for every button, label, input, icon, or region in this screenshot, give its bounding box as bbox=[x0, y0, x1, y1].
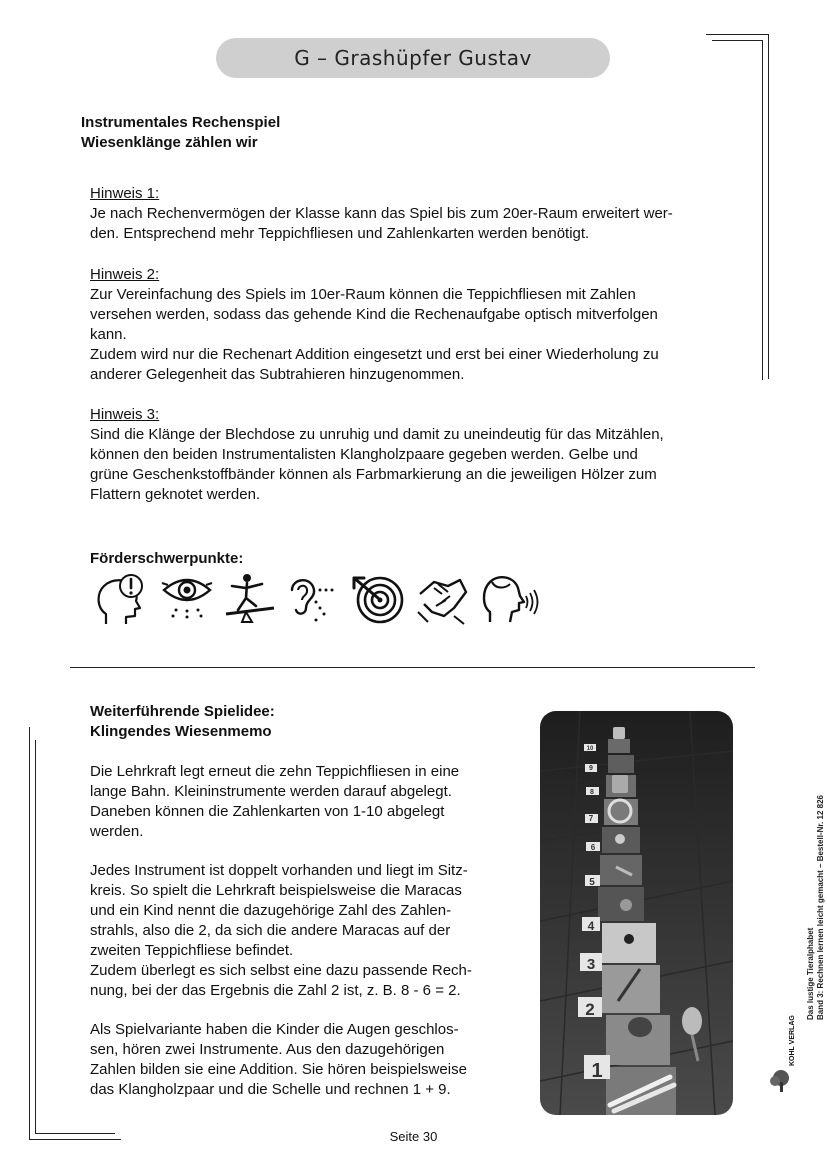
frame-top-right-h2 bbox=[712, 40, 762, 41]
intro-heading-line2: Wiesenklänge zählen wir bbox=[81, 134, 258, 151]
card-label: 7 bbox=[588, 814, 594, 823]
paragraph-line: strahls, also die 2, da sich die andere Maracas auf der bbox=[90, 922, 451, 939]
hint-line: kann. bbox=[90, 326, 127, 343]
side-imprint-line2: Band 3: Rechnen lernen leicht gemacht – Bestell-Nr. 12 826 bbox=[816, 795, 825, 1020]
balance-icon bbox=[222, 572, 280, 628]
paragraph-line: Als Spielvariante haben die Kinder die Augen geschlos- bbox=[90, 1021, 459, 1038]
card-label: 2 bbox=[585, 1000, 595, 1019]
paragraph-line: sen, hören zwei Instrumente. Aus den dazugehörigen bbox=[90, 1041, 445, 1058]
hint-2 bbox=[90, 265, 770, 385]
hint-line: Flattern geknotet werden. bbox=[90, 486, 261, 503]
paragraph-line: Jedes Instrument ist doppelt vorhanden und liegt im Sitz- bbox=[90, 862, 468, 879]
section-divider bbox=[70, 667, 755, 668]
hint-line: grüne Geschenkstoffbänder können als Farbmarkierung an die jeweiligen Hölzer zum bbox=[90, 466, 657, 483]
further-heading-line2: Klingendes Wiesenmemo bbox=[90, 723, 272, 740]
focus-heading: Förderschwerpunkte: bbox=[90, 550, 244, 567]
paragraph-line: Zahlen bilden sie eine Addition. Sie hören beispielsweise bbox=[90, 1061, 467, 1078]
paragraph-line: nung, bei der das Ergebnis die Zahl 2 ist, z. B. 8 - 6 = 2. bbox=[90, 982, 461, 999]
further-paragraph-2 bbox=[90, 861, 530, 1001]
target-icon bbox=[350, 572, 408, 628]
card-label: 6 bbox=[590, 843, 596, 852]
hint-line: Zur Vereinfachung des Spiels im 10er-Raum können die Teppichfliesen mit Zahlen bbox=[90, 286, 636, 303]
ear-icon bbox=[286, 572, 344, 628]
photo-number-line bbox=[540, 711, 733, 1115]
hint-line: können den beiden Instrumentalisten Klangholzpaare gegeben werden. Gelbe und bbox=[90, 446, 638, 463]
head-exclamation-icon bbox=[92, 572, 150, 628]
hint-1 bbox=[90, 184, 770, 244]
hint-line: Je nach Rechenvermögen der Klasse kann das Spiel bis zum 20er-Raum erweitert wer- bbox=[90, 205, 673, 222]
side-imprint bbox=[806, 795, 826, 1020]
eye-icon bbox=[158, 572, 216, 628]
speaking-head-icon bbox=[478, 572, 544, 628]
photo-illustration bbox=[540, 711, 733, 1115]
hint-3 bbox=[90, 405, 770, 505]
frame-bottom-left-v bbox=[29, 727, 30, 1139]
hint-line: Sind die Klänge der Blechdose zu unruhig und damit zu uneindeutig für das Mitzählen, bbox=[90, 426, 664, 443]
further-heading-line1: Weiterführende Spielidee: bbox=[90, 703, 275, 720]
frame-top-right-h bbox=[706, 34, 768, 35]
paragraph-line: lange Bahn. Kleininstrumente werden darauf abgelegt. bbox=[90, 783, 452, 800]
hint-label: Hinweis 1: bbox=[90, 185, 160, 202]
card-label: 4 bbox=[587, 919, 595, 933]
frame-bottom-left-v2 bbox=[35, 740, 36, 1133]
hint-line: den. Entsprechend mehr Teppichfliesen und Zahlenkarten werden benötigt. bbox=[90, 225, 590, 242]
paragraph-line: werden. bbox=[90, 823, 144, 840]
hint-line: anderer Gelegenheit das Subtrahieren hinzugenommen. bbox=[90, 366, 465, 383]
paragraph-line: das Klangholzpaar und die Schelle und rechnen 1 + 9. bbox=[90, 1081, 451, 1098]
paragraph-line: und ein Kind nennt die dazugehörige Zahl des Zahlen- bbox=[90, 902, 452, 919]
paragraph-line: Daneben können die Zahlenkarten von 1-10 abgelegt bbox=[90, 803, 445, 820]
focus-icons bbox=[92, 572, 552, 628]
handshake-icon bbox=[414, 572, 472, 628]
hint-label: Hinweis 2: bbox=[90, 266, 160, 283]
card-label: 5 bbox=[589, 877, 595, 888]
page-title-text: G – Grashüpfer Gustav bbox=[294, 46, 532, 70]
intro-heading-line1: Instrumentales Rechenspiel bbox=[81, 114, 281, 131]
hint-label: Hinweis 3: bbox=[90, 406, 160, 423]
hint-line: Zudem wird nur die Rechenart Addition eingesetzt und erst bei einer Wiederholung zu bbox=[90, 346, 659, 363]
paragraph-line: Zudem überlegt es sich selbst eine dazu passende Rech- bbox=[90, 962, 472, 979]
tree-logo-icon bbox=[768, 1068, 798, 1094]
card-label: 9 bbox=[589, 765, 593, 772]
side-imprint-line1: Das lustige Tieralphabet bbox=[806, 927, 815, 1020]
paragraph-line: kreis. So spielt die Lehrkraft beispielsweise die Maracas bbox=[90, 882, 462, 899]
card-label: 1 bbox=[591, 1060, 603, 1082]
card-label: 8 bbox=[590, 789, 594, 796]
paragraph-line: Die Lehrkraft legt erneut die zehn Teppichfliesen in eine bbox=[90, 763, 460, 780]
intro-heading bbox=[81, 113, 280, 153]
hint-line: versehen werden, sodass das gehende Kind die Rechenaufgabe optisch mitverfolgen bbox=[90, 306, 658, 323]
publisher-logo bbox=[768, 1068, 798, 1094]
further-paragraph-3 bbox=[90, 1020, 530, 1100]
further-paragraph-1 bbox=[90, 762, 530, 842]
further-heading bbox=[90, 702, 275, 742]
page-number: Seite 30 bbox=[389, 1129, 438, 1144]
card-label: 10 bbox=[586, 746, 594, 752]
card-label: 3 bbox=[586, 956, 596, 973]
publisher-name: KOHL VERLAG bbox=[789, 1015, 796, 1066]
paragraph-line: zweiten Teppichfliese befindet. bbox=[90, 942, 294, 959]
page-title bbox=[216, 38, 610, 78]
